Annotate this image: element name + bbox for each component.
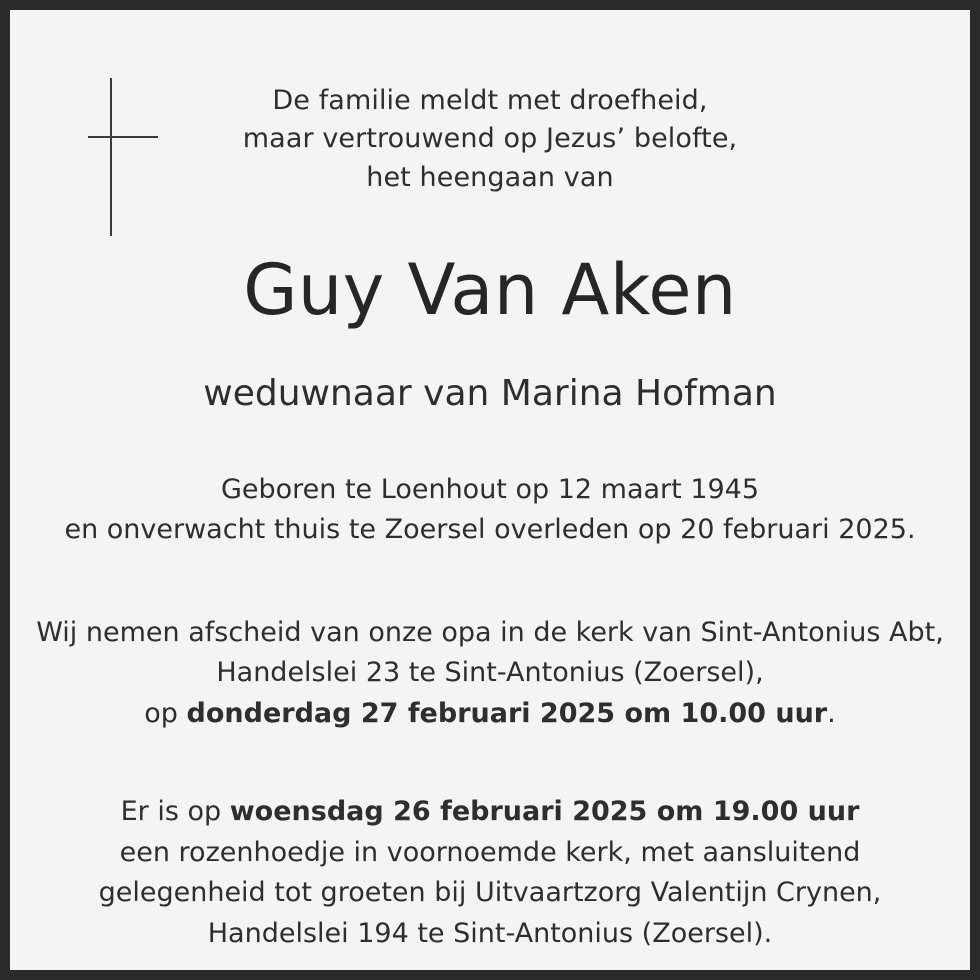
gathering-line-4: Handelslei 194 te Sint-Antonius (Zoersel). [207, 917, 773, 949]
gathering-prefix: Er is op [120, 796, 230, 828]
gathering-line-2: een rozenhoedje in voornoemde kerk, met aansluitend [119, 836, 861, 868]
gathering-datetime: woensdag 26 februari 2025 om 19.00 uur [229, 796, 860, 828]
farewell-line-3 [10, 694, 970, 735]
gathering-line-3: gelegenheid tot groeten bij Uitvaartzorg Valentijn Crynen, [98, 877, 882, 909]
farewell-suffix: . [827, 697, 836, 729]
farewell-service-text [10, 613, 970, 735]
relation-text: weduwnaar van Marina Hofman [203, 372, 777, 414]
farewell-line-1: Wij nemen afscheid van onze opa in de kerk van Sint-Antonius Abt, [36, 616, 944, 648]
farewell-line-2: Handelslei 23 te Sint-Antonius (Zoersel), [216, 657, 764, 689]
birth-death-text [10, 470, 970, 551]
gathering-text [10, 792, 970, 954]
farewell-prefix: op [144, 697, 187, 729]
intro-line-2: maar vertrouwend op Jezus’ belofte, [242, 123, 738, 155]
gathering-line-1 [10, 792, 970, 833]
memorial-card [10, 10, 970, 970]
intro-text [10, 82, 970, 197]
birth-line-1: Geboren te Loenhout op 12 maart 1945 [220, 473, 760, 505]
farewell-datetime: donderdag 27 februari 2025 om 10.00 uur [186, 697, 828, 729]
intro-line-3: het heengaan van [366, 161, 614, 193]
birth-line-2: en onverwacht thuis te Zoersel overleden op 20 februari 2025. [64, 514, 916, 546]
intro-line-1: De familie meldt met droefheid, [272, 85, 708, 116]
notice-content [10, 10, 970, 954]
deceased-name: Guy Van Aken [243, 248, 737, 331]
